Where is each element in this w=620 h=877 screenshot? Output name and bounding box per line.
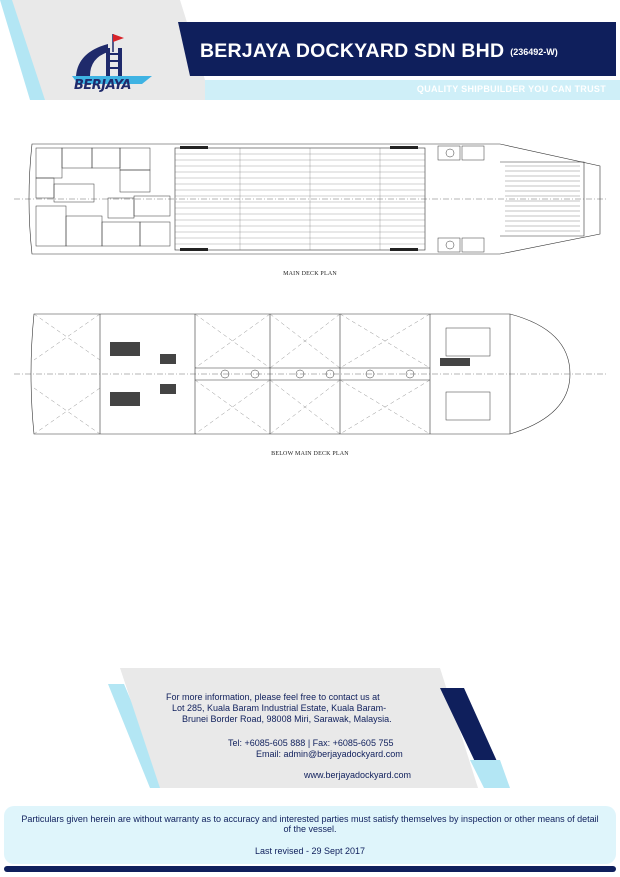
contact-email[interactable]: Email: admin@berjayadockyard.com (256, 749, 403, 759)
below-deck-plan-drawing (10, 310, 608, 436)
company-registration: (236492-W) (510, 47, 558, 57)
contact-address-1: Lot 285, Kuala Baram Industrial Estate, Kuala Baram- (172, 703, 387, 713)
main-deck-plan-drawing (10, 136, 608, 262)
logo-wordmark: BERJAYA (74, 78, 131, 93)
company-name: BERJAYA DOCKYARD SDN BHD (200, 40, 505, 62)
contact-address-2: Brunei Border Road, 98008 Miri, Sarawak, Malaysia. (182, 714, 392, 724)
footer-bar (4, 866, 616, 872)
contact-website[interactable]: www.berjayadockyard.com (304, 770, 412, 780)
last-revised: Last revised - 29 Sept 2017 (254, 846, 366, 856)
main-deck-caption: MAIN DECK PLAN (283, 271, 337, 277)
contact-phone: Tel: +6085-605 888 | Fax: +6085-605 755 (228, 738, 394, 748)
company-title (200, 40, 590, 63)
contact-intro: For more information, please feel free to contact us at (166, 692, 380, 702)
tagline: QUALITY SHIPBUILDER YOU CAN TRUST (416, 84, 606, 94)
below-deck-caption: BELOW MAIN DECK PLAN (271, 451, 349, 457)
footer-disclaimer: Particulars given herein are without warranty as to accuracy and interested parties must satisfy themselves by inspection or other means of detail of the vessel. (21, 814, 599, 834)
contact-info (160, 692, 450, 781)
